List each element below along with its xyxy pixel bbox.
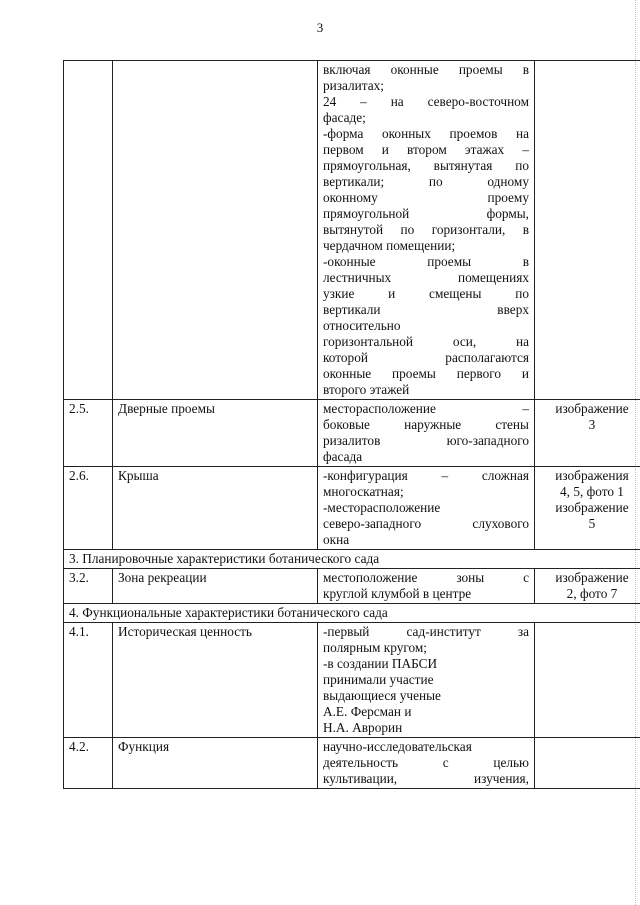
desc-line: -форма оконных проемов на bbox=[323, 126, 529, 141]
desc-line: -первый сад-институт за bbox=[323, 624, 529, 639]
desc-line: научно-исследовательская bbox=[323, 739, 472, 754]
desc-line: вертикали вверх bbox=[323, 302, 529, 317]
row-number-cell: 2.6. bbox=[64, 467, 113, 550]
desc-line: второго этажей bbox=[323, 382, 410, 397]
section-3-title: 3. Планировочные характеристики ботанического сада bbox=[64, 550, 640, 569]
desc-line: первом и втором этажах – bbox=[323, 142, 529, 157]
desc-line: вытянутой по горизонтали, в bbox=[323, 222, 529, 237]
desc-line: -в создании ПАБСИ bbox=[323, 656, 438, 671]
ref-line: изображение bbox=[555, 500, 629, 515]
row-number-cell: 3.2. bbox=[64, 569, 113, 604]
characteristics-table bbox=[63, 60, 640, 789]
desc-line: А.Е. Ферсман и bbox=[323, 704, 412, 719]
row-number-cell: 2.5. bbox=[64, 400, 113, 467]
row-name-cell: Функция bbox=[113, 738, 318, 789]
desc-line: месторасположение – bbox=[323, 401, 529, 416]
row-reference-cell bbox=[535, 400, 640, 467]
desc-line: оконному проему bbox=[323, 190, 529, 205]
table-row bbox=[64, 569, 640, 604]
desc-line: лестничных помещениях bbox=[323, 270, 529, 285]
row-name-cell bbox=[113, 61, 318, 400]
desc-line: включая оконные проемы в bbox=[323, 62, 529, 77]
row-description-cell bbox=[318, 400, 535, 467]
row-reference-cell bbox=[535, 623, 640, 738]
desc-line: оконные проемы первого и bbox=[323, 366, 529, 381]
desc-line: полярным кругом; bbox=[323, 640, 427, 655]
desc-line: фасада bbox=[323, 449, 363, 464]
row-description-cell bbox=[318, 61, 535, 400]
ref-line: изображение bbox=[555, 401, 629, 416]
table-row bbox=[64, 61, 640, 400]
page-number: 3 bbox=[316, 20, 324, 35]
table-row bbox=[64, 467, 640, 550]
desc-line: ризалитов юго-западного bbox=[323, 433, 529, 448]
desc-line: прямоугольная, вытянутая по bbox=[323, 158, 529, 173]
table-row bbox=[64, 738, 640, 789]
row-description-cell bbox=[318, 569, 535, 604]
ref-line: 4, 5, фото 1 bbox=[560, 484, 624, 499]
ref-line: изображение bbox=[555, 570, 629, 585]
row-reference-cell bbox=[535, 569, 640, 604]
desc-line: северо-западного слухового bbox=[323, 516, 529, 531]
desc-line: узкие и смещены по bbox=[323, 286, 529, 301]
section-header-row bbox=[64, 550, 640, 569]
ref-line: 2, фото 7 bbox=[566, 586, 618, 601]
section-4-title: 4. Функциональные характеристики ботанического сада bbox=[64, 604, 640, 623]
desc-line: относительно bbox=[323, 318, 401, 333]
row-description-cell bbox=[318, 623, 535, 738]
desc-line: 24 – на северо-восточном bbox=[323, 94, 529, 109]
ref-line: 3 bbox=[588, 417, 596, 432]
desc-line: круглой клумбой в центре bbox=[323, 586, 472, 601]
desc-line: принимали участие bbox=[323, 672, 434, 687]
desc-line: ризалитах; bbox=[323, 78, 385, 93]
table-row bbox=[64, 400, 640, 467]
row-number-cell: 4.2. bbox=[64, 738, 113, 789]
row-number-cell bbox=[64, 61, 113, 400]
desc-line: которой располагаются bbox=[323, 350, 529, 365]
desc-line: фасаде; bbox=[323, 110, 366, 125]
row-reference-cell bbox=[535, 61, 640, 400]
desc-line: чердачном помещении; bbox=[323, 238, 456, 253]
row-number-cell: 4.1. bbox=[64, 623, 113, 738]
row-name-cell: Дверные проемы bbox=[113, 400, 318, 467]
desc-line: культивации, изучения, bbox=[323, 771, 529, 786]
row-name-cell: Историческая ценность bbox=[113, 623, 318, 738]
desc-line: Н.А. Аврорин bbox=[323, 720, 403, 735]
row-description-cell bbox=[318, 467, 535, 550]
desc-line: -месторасположение bbox=[323, 500, 441, 515]
row-name-cell: Крыша bbox=[113, 467, 318, 550]
desc-line: местоположение зоны с bbox=[323, 570, 529, 585]
ref-line: 5 bbox=[588, 516, 596, 531]
desc-line: боковые наружные стены bbox=[323, 417, 529, 432]
desc-line: выдающиеся ученые bbox=[323, 688, 441, 703]
row-description-cell bbox=[318, 738, 535, 789]
row-reference-cell bbox=[535, 738, 640, 789]
desc-line: горизонтальной оси, на bbox=[323, 334, 529, 349]
desc-line: вертикали; по одному bbox=[323, 174, 529, 189]
desc-line: многоскатная; bbox=[323, 484, 404, 499]
row-name-cell: Зона рекреации bbox=[113, 569, 318, 604]
table-row bbox=[64, 623, 640, 738]
desc-line: прямоугольной формы, bbox=[323, 206, 529, 221]
desc-line: -оконные проемы в bbox=[323, 254, 529, 269]
desc-line: деятельность с целью bbox=[323, 755, 529, 770]
section-header-row bbox=[64, 604, 640, 623]
ref-line: изображения bbox=[555, 468, 629, 483]
desc-line: окна bbox=[323, 532, 350, 547]
desc-line: -конфигурация – сложная bbox=[323, 468, 529, 483]
row-reference-cell bbox=[535, 467, 640, 550]
